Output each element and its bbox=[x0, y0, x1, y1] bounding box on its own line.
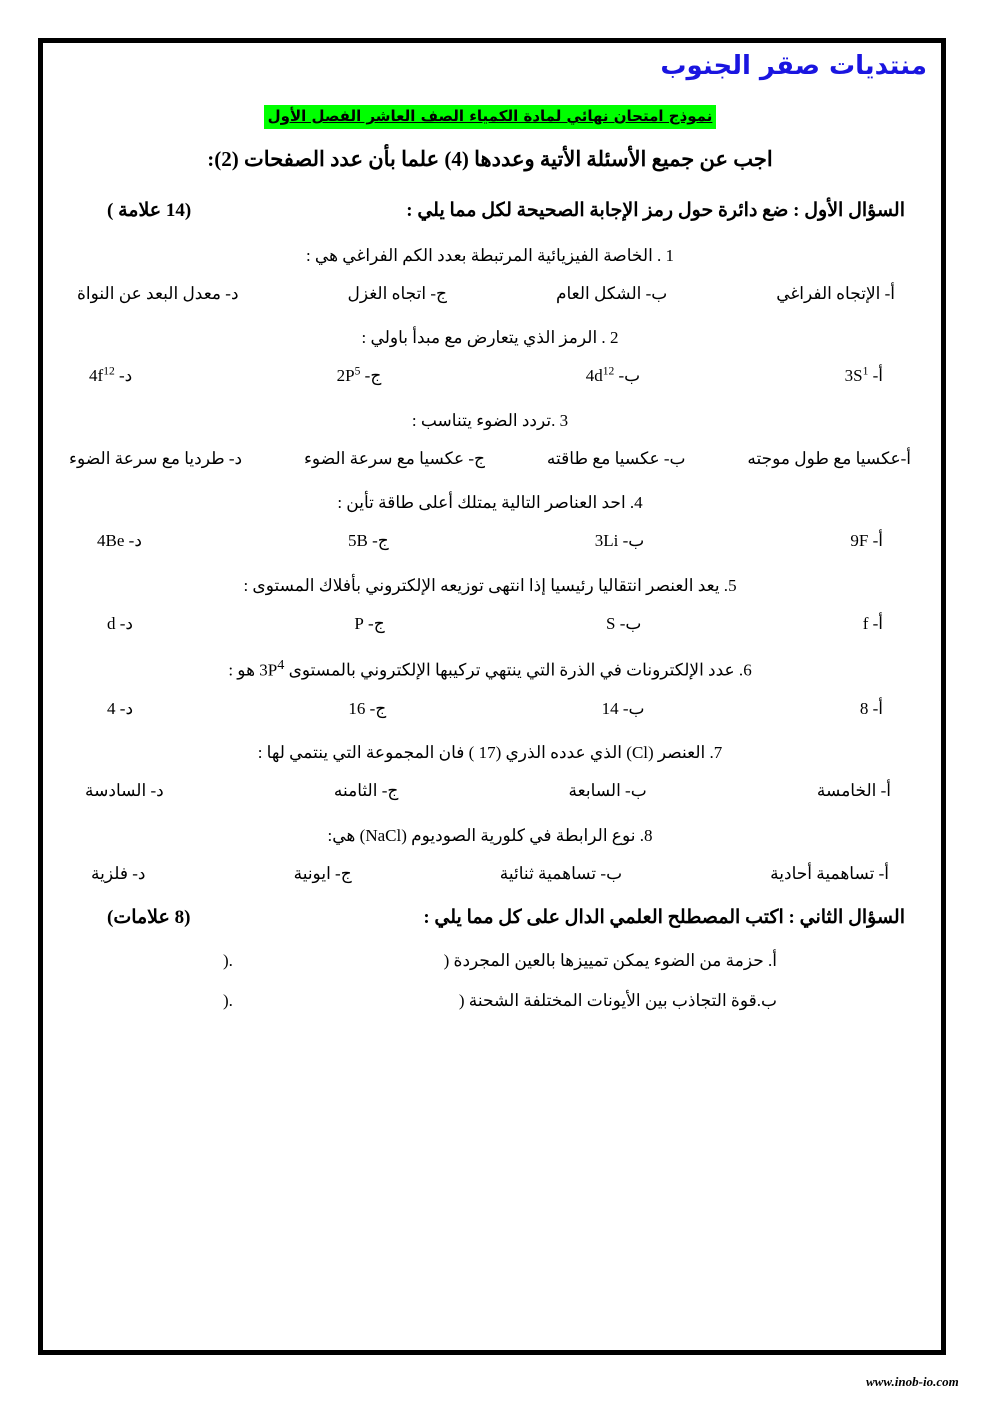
question-5-option-b[interactable]: ب- S bbox=[605, 613, 642, 633]
question-5-options bbox=[67, 612, 913, 637]
footer-website-url: www.inob-io.com bbox=[866, 1374, 959, 1389]
question-1-option-d[interactable]: د- معدل البعد عن النواة bbox=[77, 283, 239, 303]
term-item-b bbox=[67, 991, 913, 1011]
question-7-option-b[interactable]: ب- السابعة bbox=[568, 781, 647, 801]
question-1 bbox=[67, 244, 913, 306]
question-6-formula: $3P^4$ bbox=[259, 657, 285, 680]
question-6-option-a[interactable]: أ- 8 bbox=[859, 698, 883, 718]
question-8-option-d[interactable]: د- فلزية bbox=[91, 863, 146, 883]
question-5 bbox=[67, 574, 913, 636]
question-3-option-b[interactable]: ب- عكسيا مع طاقته bbox=[546, 448, 686, 468]
question-7-option-d[interactable]: د- السادسة bbox=[85, 781, 164, 801]
opt-label: ب- bbox=[618, 366, 641, 386]
question-8-option-c[interactable]: ج- ايونية bbox=[293, 863, 352, 883]
question-5-stem: 5. يعد العنصر انتقاليا رئيسيا إذا انتهى توزيعه الإلكتروني بأفلاك المستوى : bbox=[243, 575, 737, 595]
question-1-option-c[interactable]: ج- اتجاه الغزل bbox=[347, 283, 447, 303]
question-6-option-d[interactable]: د- 4 bbox=[107, 698, 134, 718]
question-6-stem-before: 6. عدد الإلكترونات في الذرة التي ينتهي تركيبها الإلكتروني بالمستوى bbox=[288, 660, 752, 680]
question-7-stem: 7. العنصر (Cl) الذي عدده الذري (17 ) فان المجموعة التي ينتمي لها : bbox=[257, 743, 723, 763]
question-7-option-c[interactable]: ج- الثامنه bbox=[333, 781, 399, 801]
question-2-option-c[interactable] bbox=[337, 364, 382, 389]
section-two-header bbox=[67, 906, 913, 929]
opt-label: أ- bbox=[872, 366, 883, 386]
question-8 bbox=[67, 824, 913, 886]
question-4-option-a[interactable]: أ- 9F bbox=[850, 531, 883, 551]
term-item-b-text: ب.قوة التجاذب بين الأيونات المختلفة الشحنة ( bbox=[458, 991, 777, 1011]
question-6-stem-after: هو : bbox=[228, 660, 256, 680]
question-3-option-a[interactable]: أ-عكسيا مع طول موجته bbox=[747, 448, 911, 468]
section-one-marks: (14 علامة ) bbox=[107, 200, 192, 222]
section-two-title: السؤال الثاني : اكتب المصطلح العلمي الدال على كل مما يلي : bbox=[423, 907, 905, 929]
question-1-options bbox=[67, 282, 913, 307]
question-2-option-a[interactable] bbox=[845, 364, 883, 389]
question-3-stem: 3 .تردد الضوء يتناسب : bbox=[411, 410, 569, 430]
question-8-options bbox=[67, 862, 913, 887]
question-4-option-d[interactable]: د- 4Be bbox=[97, 531, 142, 551]
question-3 bbox=[67, 409, 913, 471]
question-7 bbox=[67, 741, 913, 803]
opt-formula: $4f^{12}$ bbox=[89, 364, 115, 386]
question-8-option-a[interactable]: أ- تساهمية أحادية bbox=[770, 863, 889, 883]
forum-banner: منتديات صقر الجنوب bbox=[660, 51, 927, 81]
exam-title-row bbox=[67, 105, 913, 129]
opt-label: ج- bbox=[364, 366, 382, 386]
question-5-option-a[interactable]: أ- f bbox=[862, 613, 883, 633]
question-3-options bbox=[67, 447, 913, 472]
exam-content bbox=[43, 105, 941, 1031]
opt-formula: $3S^1$ bbox=[844, 364, 869, 386]
term-item-b-answer-blank[interactable]: ). bbox=[223, 991, 233, 1011]
question-2-options bbox=[67, 364, 913, 389]
question-4-option-c[interactable]: ج- 5B bbox=[347, 531, 389, 551]
question-6-options bbox=[67, 697, 913, 722]
question-8-stem: 8. نوع الرابطة في كلورية الصوديوم (NaCl) هي: bbox=[327, 825, 653, 845]
question-3-option-c[interactable]: ج- عكسيا مع سرعة الضوء bbox=[303, 448, 486, 468]
question-6-stem bbox=[67, 656, 913, 682]
question-2 bbox=[67, 326, 913, 388]
question-2-stem: 2 . الرمز الذي يتعارض مع مبدأ باولي : bbox=[361, 328, 619, 348]
question-7-options bbox=[67, 779, 913, 804]
section-one-header bbox=[67, 199, 913, 222]
question-5-option-d[interactable]: د- d bbox=[107, 613, 133, 633]
question-5-option-c[interactable]: ج- P bbox=[354, 613, 385, 633]
question-4-stem: 4. احد العناصر التالية يمتلك أعلى طاقة تأين : bbox=[337, 493, 643, 513]
question-4-options bbox=[67, 529, 913, 554]
question-6 bbox=[67, 656, 913, 721]
question-8-option-b[interactable]: ب- تساهمية ثنائية bbox=[499, 863, 623, 883]
exam-instruction: اجب عن جميع الأسئلة الأتية وعددها (4) علما بأن عدد الصفحات (2): bbox=[207, 146, 773, 171]
opt-label: د- bbox=[119, 366, 133, 386]
opt-formula: $2P^5$ bbox=[336, 364, 361, 386]
term-item-a bbox=[67, 951, 913, 971]
question-6-option-c[interactable]: ج- 16 bbox=[348, 698, 387, 718]
opt-formula: $4d^{12}$ bbox=[585, 364, 615, 386]
page-frame bbox=[38, 38, 946, 1355]
question-1-option-b[interactable]: ب- الشكل العام bbox=[555, 283, 668, 303]
term-item-a-text: أ. حزمة من الضوء يمكن تمييزها بالعين المجردة ( bbox=[443, 951, 777, 971]
question-2-option-d[interactable] bbox=[89, 364, 132, 389]
question-7-option-a[interactable]: أ- الخامسة bbox=[816, 781, 891, 801]
question-1-option-a[interactable]: أ- الإتجاه الفراغي bbox=[776, 283, 895, 303]
question-2-option-b[interactable] bbox=[586, 364, 640, 389]
section-two-marks: (8 علامات) bbox=[107, 907, 191, 929]
question-1-stem: 1 . الخاصة الفيزيائية المرتبطة بعدد الكم الفراغي هي : bbox=[305, 246, 675, 266]
section-one-title: السؤال الأول : ضع دائرة حول رمز الإجابة الصحيحة لكل مما يلي : bbox=[406, 200, 905, 222]
question-4-option-b[interactable]: ب- 3Li bbox=[594, 531, 645, 551]
exam-title: نموذج امتحان نهائي لمادة الكمياء الصف العاشر الفصل الأول bbox=[264, 105, 717, 129]
question-6-option-b[interactable]: ب- 14 bbox=[601, 698, 645, 718]
question-4 bbox=[67, 491, 913, 553]
term-item-a-answer-blank[interactable]: ). bbox=[223, 951, 233, 971]
question-3-option-d[interactable]: د- طرديا مع سرعة الضوء bbox=[69, 448, 243, 468]
